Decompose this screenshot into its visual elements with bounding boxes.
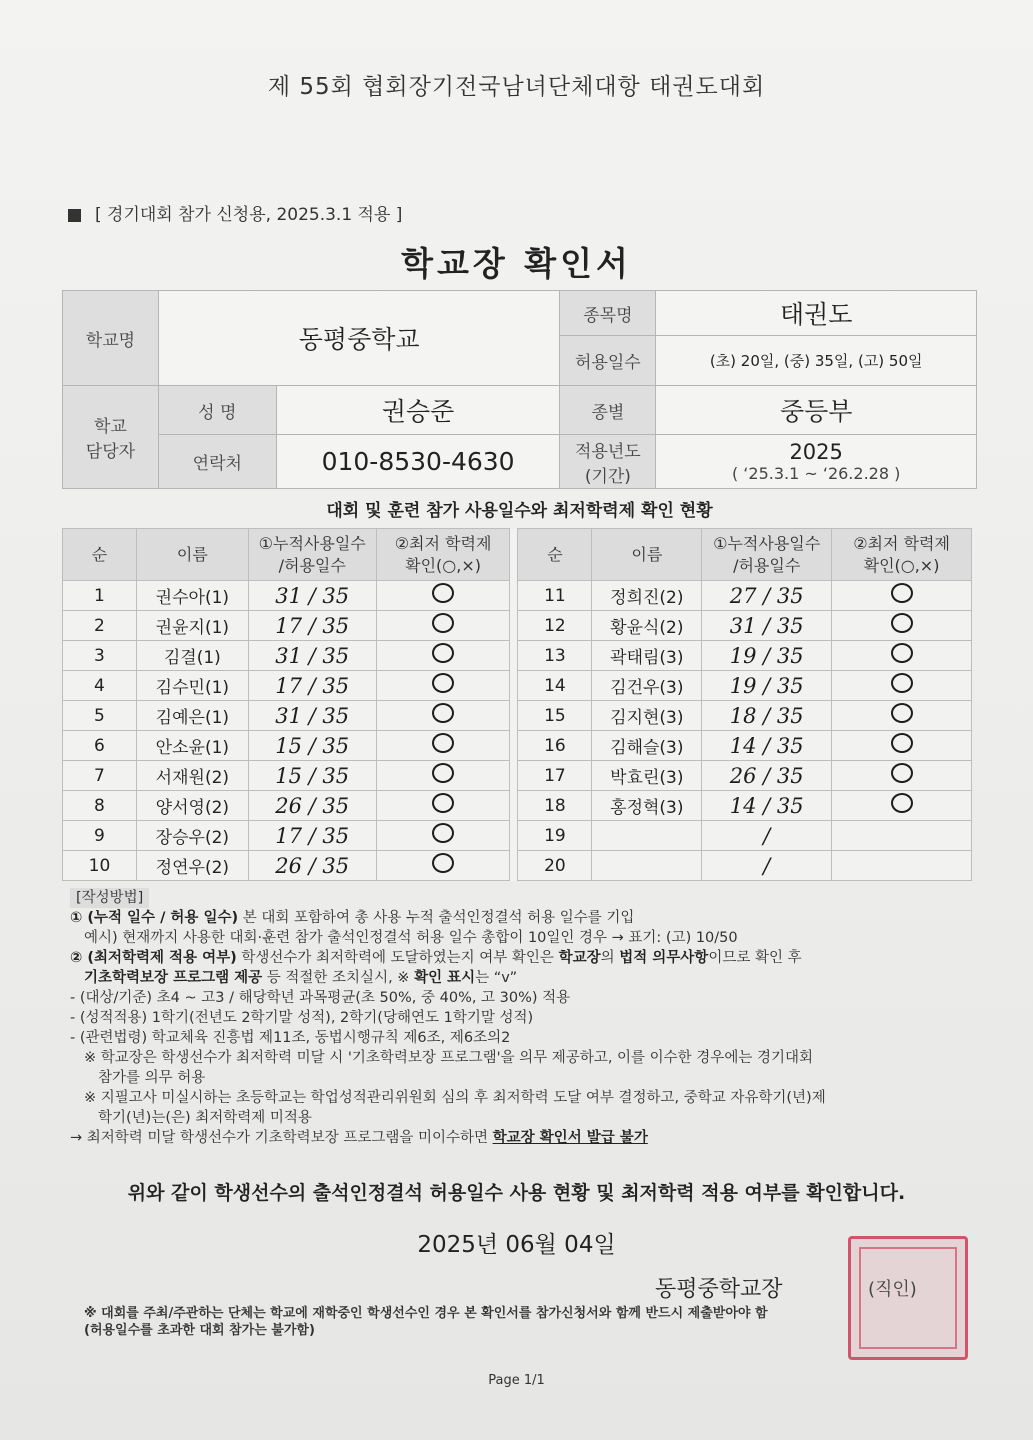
- column-gap: [510, 791, 518, 821]
- instructions: [70, 888, 970, 1148]
- days-cell: [702, 791, 832, 821]
- col-days-line2: /허용일수: [733, 555, 801, 575]
- col-no-header: 순: [518, 529, 592, 581]
- used-days: 31: [275, 703, 302, 728]
- contact-name-value: 권승준: [276, 386, 560, 435]
- check-mark-circle-icon: [432, 823, 454, 843]
- slash: /: [301, 763, 323, 788]
- column-gap: [510, 821, 518, 851]
- check-mark-circle-icon: [891, 733, 913, 753]
- check-mark-circle-icon: [891, 673, 913, 693]
- usage-table: [62, 528, 972, 881]
- table-row: [63, 791, 972, 821]
- column-gap: [510, 671, 518, 701]
- note-1: ① (누적 일수 / 허용 일수) 본 대회 포함하여 총 사용 누적 출석인정결석 허용 일수를 기입: [70, 910, 635, 926]
- event-type-value: 태권도: [656, 291, 977, 336]
- check-cell: [832, 791, 972, 821]
- col-check-header: [376, 529, 510, 581]
- column-gap: [510, 701, 518, 731]
- days-cell: [248, 761, 376, 791]
- col-days-line1: ①누적사용일수: [713, 533, 821, 553]
- row-number: 9: [63, 821, 137, 851]
- document-title: 학교장 확인서: [401, 244, 632, 283]
- col-name-header: 이름: [136, 529, 248, 581]
- row-number: 2: [63, 611, 137, 641]
- days-cell: [702, 731, 832, 761]
- check-cell: [376, 791, 510, 821]
- days-cell: [248, 611, 376, 641]
- days-cell: [702, 701, 832, 731]
- note-5: - (관련법령) 학교체육 진흥법 제11조, 동법시행규칙 제6조, 제6조의2: [70, 1030, 511, 1046]
- allowed-days-label: 허용일수: [560, 336, 656, 386]
- allowed-days: 35: [322, 763, 350, 788]
- days-cell: [248, 821, 376, 851]
- note-3: - (대상/기준) 초4 ~ 고3 / 해당학년 과목평균(초 50%, 중 40%, 고 30%) 적용: [70, 990, 571, 1006]
- note-6: ※ 학교장은 학생선수가 최저학력 미달 시 '기초학력보장 프로그램'을 의무 제공하고, 이를 이수한 경우에는 경기대회: [84, 1050, 813, 1066]
- days-cell: [248, 731, 376, 761]
- student-name: 권수아(1): [136, 581, 248, 611]
- slash: /: [301, 673, 323, 698]
- col-check-line1: ②최저 학력제: [853, 533, 950, 553]
- used-days: 26: [729, 763, 757, 788]
- days-cell: [702, 821, 832, 851]
- slash: /: [756, 673, 777, 698]
- year-label-line1: 적용년도: [575, 441, 641, 462]
- table-row: [63, 821, 972, 851]
- check-mark-circle-icon: [891, 643, 913, 663]
- check-mark-circle-icon: [432, 613, 454, 633]
- row-number: 8: [63, 791, 137, 821]
- used-days: 14: [729, 733, 757, 758]
- days-cell: [248, 581, 376, 611]
- days-cell: [248, 671, 376, 701]
- row-number: 4: [63, 671, 137, 701]
- used-days: 17: [275, 613, 302, 638]
- row-number: 5: [63, 701, 137, 731]
- slash: /: [301, 733, 323, 758]
- days-cell: [702, 761, 832, 791]
- used-days: 17: [275, 823, 302, 848]
- student-name: 김수민(1): [136, 671, 248, 701]
- allowed-days: 35: [322, 643, 350, 668]
- slash: /: [756, 733, 777, 758]
- used-days: 17: [275, 673, 302, 698]
- event-title: 제 55회 협회장기전국남녀단체대항 태권도대회: [267, 74, 766, 100]
- col-check-line2: 확인(○,×): [405, 555, 481, 575]
- allowed-days: 35: [322, 793, 350, 818]
- check-cell: [832, 671, 972, 701]
- contact-name-label: 성 명: [158, 386, 276, 435]
- slash: /: [756, 793, 777, 818]
- days-cell: [702, 851, 832, 881]
- student-name: [592, 821, 702, 851]
- row-number: 15: [518, 701, 592, 731]
- check-mark-circle-icon: [432, 703, 454, 723]
- section-title: 대회 및 훈련 참가 사용일수와 최저학력제 확인 현황: [326, 501, 713, 521]
- student-name: 정희진(2): [592, 581, 702, 611]
- slash: /: [763, 853, 771, 878]
- check-cell: [376, 611, 510, 641]
- check-cell: [832, 731, 972, 761]
- check-cell: [376, 671, 510, 701]
- check-mark-circle-icon: [891, 793, 913, 813]
- used-days: 19: [729, 673, 757, 698]
- days-cell: [702, 611, 832, 641]
- column-gap: [510, 851, 518, 881]
- note-7-line2: 학기(년)는(은) 최저학력제 미적용: [98, 1110, 312, 1126]
- col-check-header: [832, 529, 972, 581]
- allowed-days: 35: [322, 673, 350, 698]
- row-number: 16: [518, 731, 592, 761]
- check-cell: [832, 701, 972, 731]
- student-name: 곽태림(3): [592, 641, 702, 671]
- row-number: 10: [63, 851, 137, 881]
- allowed-days: 35: [776, 733, 804, 758]
- check-mark-circle-icon: [432, 643, 454, 663]
- check-mark-circle-icon: [432, 793, 454, 813]
- table-row: [63, 761, 972, 791]
- check-cell: [832, 821, 972, 851]
- student-name: 김예은(1): [136, 701, 248, 731]
- used-days: 26: [275, 853, 302, 878]
- col-days-header: [702, 529, 832, 581]
- contact-label-line1: 학교: [94, 417, 127, 437]
- school-name-value: 동평중학교: [158, 291, 560, 386]
- slash: /: [756, 763, 777, 788]
- days-cell: [248, 641, 376, 671]
- division-label: 종별: [560, 386, 656, 435]
- allowed-days: 35: [322, 613, 350, 638]
- student-name: 서재원(2): [136, 761, 248, 791]
- slash: /: [301, 793, 323, 818]
- allowed-days: 35: [322, 733, 350, 758]
- table-header-row: [63, 529, 972, 581]
- contact-label-line2: 담당자: [85, 442, 136, 462]
- check-cell: [832, 761, 972, 791]
- issue-date: 2025년 06월 04일: [417, 1232, 616, 1258]
- year-text: 2025: [789, 440, 843, 464]
- event-type-label: 종목명: [560, 291, 656, 336]
- check-mark-circle-icon: [432, 583, 454, 603]
- allowed-days: 35: [322, 823, 350, 848]
- square-bullet-icon: [68, 209, 81, 222]
- used-days: 27: [729, 583, 757, 608]
- note-4: - (성적적용) 1학기(전년도 2학기말 성적), 2학기(당해연도 1학기말 성적): [70, 1010, 534, 1026]
- allowed-days: 35: [776, 643, 804, 668]
- check-mark-circle-icon: [432, 673, 454, 693]
- used-days: 31: [275, 583, 302, 608]
- note-8: → 최저학력 미달 학생선수가 기초학력보장 프로그램을 미이수하면 학교장 확인서 발급 불가: [70, 1130, 648, 1146]
- student-name: 양서영(2): [136, 791, 248, 821]
- student-name: 안소윤(1): [136, 731, 248, 761]
- days-cell: [702, 581, 832, 611]
- instructions-heading: [작성방법]: [70, 888, 149, 908]
- check-mark-circle-icon: [432, 763, 454, 783]
- days-cell: [248, 701, 376, 731]
- confirmation-statement: 위와 같이 학생선수의 출석인정결석 허용일수 사용 현황 및 최저학력 적용 여부를 확인합니다.: [127, 1182, 906, 1204]
- table-row: [63, 581, 972, 611]
- slash: /: [301, 823, 323, 848]
- check-mark-circle-icon: [432, 733, 454, 753]
- col-name-header: 이름: [592, 529, 702, 581]
- table-row: [63, 641, 972, 671]
- row-number: 6: [63, 731, 137, 761]
- column-gap: [510, 641, 518, 671]
- student-name: 김해슬(3): [592, 731, 702, 761]
- column-gap: [510, 611, 518, 641]
- row-number: 12: [518, 611, 592, 641]
- check-mark-circle-icon: [891, 703, 913, 723]
- slash: /: [756, 613, 777, 638]
- year-value: [656, 435, 977, 489]
- student-name: 김건우(3): [592, 671, 702, 701]
- note-7: ※ 지필고사 미실시하는 초등학교는 학업성적관리위원회 심의 후 최저학력 도달 여부 결정하고, 중학교 자유학기(년)제: [84, 1090, 826, 1106]
- year-label: [560, 435, 656, 489]
- form-label: [68, 200, 402, 225]
- row-number: 13: [518, 641, 592, 671]
- allowed-days: 35: [776, 583, 804, 608]
- allowed-days: 35: [776, 763, 804, 788]
- row-number: 14: [518, 671, 592, 701]
- note-2: ② (최저학력제 적용 여부) 학생선수가 최저학력에 도달하였는지 여부 확인은 학교장의 법적 의무사항이므로 확인 후: [70, 950, 802, 966]
- check-mark-circle-icon: [891, 613, 913, 633]
- student-name: [592, 851, 702, 881]
- allowed-days: 35: [776, 673, 804, 698]
- seal-label: (직인): [868, 1279, 917, 1300]
- used-days: 14: [729, 793, 757, 818]
- column-gap: [510, 731, 518, 761]
- slash: /: [763, 823, 771, 848]
- table-row: [63, 731, 972, 761]
- contact-label: [63, 386, 159, 489]
- student-name: 정연우(2): [136, 851, 248, 881]
- student-name: 권윤지(1): [136, 611, 248, 641]
- phone-label: 연락처: [158, 435, 276, 489]
- allowed-days: 35: [322, 853, 350, 878]
- check-mark-circle-icon: [891, 583, 913, 603]
- student-name: 홍정혁(3): [592, 791, 702, 821]
- allowed-days: 35: [776, 793, 804, 818]
- row-number: 17: [518, 761, 592, 791]
- used-days: 15: [275, 763, 302, 788]
- column-gap: [510, 581, 518, 611]
- check-cell: [376, 701, 510, 731]
- footnote-line1: ※ 대회를 주최/주관하는 단체는 학교에 재학중인 학생선수인 경우 본 확인서를 참가신청서와 함께 반드시 제출받아야 함: [84, 1306, 768, 1321]
- col-days-line1: ①누적사용일수: [258, 533, 366, 553]
- phone-value: 010-8530-4630: [276, 435, 560, 489]
- footnote-line2: (허용일수를 초과한 대회 참가는 불가함): [84, 1323, 315, 1338]
- student-name: 김지현(3): [592, 701, 702, 731]
- check-cell: [832, 641, 972, 671]
- used-days: 31: [275, 643, 302, 668]
- check-cell: [376, 761, 510, 791]
- row-number: 7: [63, 761, 137, 791]
- school-name-label: 학교명: [63, 291, 159, 386]
- allowed-days: 35: [776, 613, 804, 638]
- principal-title: 동평중학교장: [655, 1277, 783, 1302]
- form-label-text: [ 경기대회 참가 신청용, 2025.3.1 적용 ]: [95, 205, 403, 225]
- row-number: 20: [518, 851, 592, 881]
- slash: /: [301, 613, 323, 638]
- info-table: [62, 290, 977, 489]
- column-gap: [510, 761, 518, 791]
- days-cell: [702, 641, 832, 671]
- check-cell: [832, 611, 972, 641]
- table-row: [63, 611, 972, 641]
- slash: /: [301, 583, 323, 608]
- student-name: 박효린(3): [592, 761, 702, 791]
- days-cell: [248, 851, 376, 881]
- col-no-header: 순: [63, 529, 137, 581]
- allowed-days: 35: [776, 703, 804, 728]
- check-cell: [376, 581, 510, 611]
- slash: /: [301, 853, 323, 878]
- table-row: [63, 851, 972, 881]
- col-days-line2: /허용일수: [278, 555, 346, 575]
- days-cell: [702, 671, 832, 701]
- check-mark-circle-icon: [891, 763, 913, 783]
- used-days: 31: [729, 613, 757, 638]
- student-name: 황윤식(2): [592, 611, 702, 641]
- row-number: 19: [518, 821, 592, 851]
- check-cell: [376, 851, 510, 881]
- year-label-line2: (기간): [584, 466, 631, 487]
- check-cell: [832, 581, 972, 611]
- division-value: 중등부: [656, 386, 977, 435]
- note-6-line2: 참가를 의무 허용: [98, 1070, 206, 1086]
- period-text: ( ‘25.3.1 ~ ‘26.2.28 ): [731, 464, 901, 483]
- slash: /: [301, 703, 323, 728]
- note-2-line2: 기초학력보장 프로그램 제공 등 적절한 조치실시, ※ 확인 표시는 “v”: [84, 970, 518, 986]
- used-days: 26: [275, 793, 302, 818]
- check-cell: [376, 731, 510, 761]
- col-days-header: [248, 529, 376, 581]
- days-cell: [248, 791, 376, 821]
- column-gap: [510, 529, 518, 581]
- used-days: 18: [729, 703, 757, 728]
- col-check-line1: ②최저 학력제: [394, 533, 492, 553]
- allowed-days-value: (초) 20일, (중) 35일, (고) 50일: [656, 336, 977, 386]
- note-1-example: 예시) 현재까지 사용한 대회·훈련 참가 출석인정결석 허용 일수 총합이 10일인 경우 → 표기: (고) 10/50: [84, 930, 738, 946]
- slash: /: [756, 643, 777, 668]
- row-number: 3: [63, 641, 137, 671]
- check-cell: [376, 821, 510, 851]
- footnote: [84, 1305, 964, 1339]
- student-name: 장승우(2): [136, 821, 248, 851]
- allowed-days: 35: [322, 583, 350, 608]
- slash: /: [301, 643, 323, 668]
- table-row: [63, 671, 972, 701]
- row-number: 11: [518, 581, 592, 611]
- used-days: 15: [275, 733, 302, 758]
- student-name: 김결(1): [136, 641, 248, 671]
- page-number: Page 1/1: [488, 1373, 545, 1388]
- check-cell: [376, 641, 510, 671]
- used-days: 19: [729, 643, 757, 668]
- row-number: 1: [63, 581, 137, 611]
- check-cell: [832, 851, 972, 881]
- check-mark-circle-icon: [432, 853, 454, 873]
- slash: /: [756, 583, 777, 608]
- col-check-line2: 확인(○,×): [863, 555, 940, 575]
- table-row: [63, 701, 972, 731]
- allowed-days: 35: [322, 703, 350, 728]
- slash: /: [756, 703, 777, 728]
- row-number: 18: [518, 791, 592, 821]
